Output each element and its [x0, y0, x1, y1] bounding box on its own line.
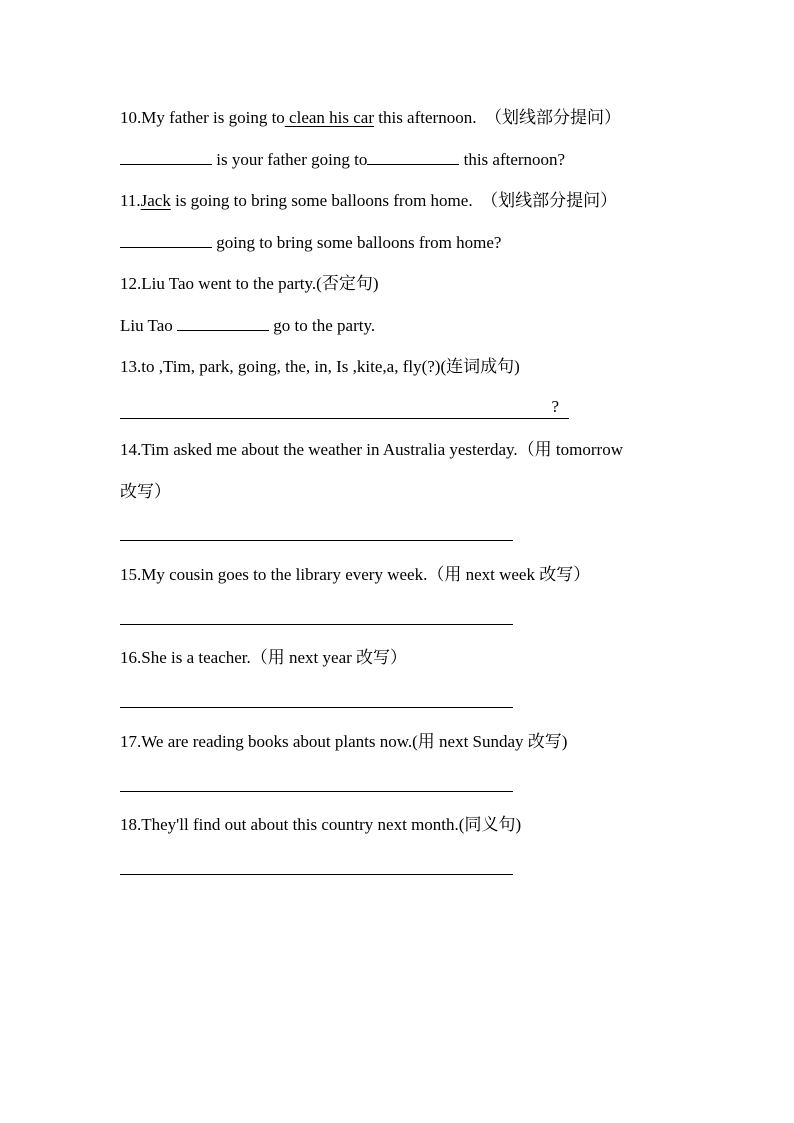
question-15 — [120, 564, 590, 586]
answer-line-13[interactable] — [120, 396, 569, 419]
instruction: （用 next year 改写） — [250, 648, 408, 667]
answer-line-16[interactable] — [120, 707, 513, 708]
question-11 — [120, 190, 617, 212]
answer-12 — [120, 314, 375, 337]
answer-text: go to the party. — [269, 316, 376, 335]
underlined-phrase: clean his car — [284, 108, 374, 127]
question-14-continued — [120, 481, 171, 503]
answer-text: going to bring some balloons from home? — [212, 233, 502, 252]
answer-line-15[interactable] — [120, 624, 513, 625]
question-number: 10. — [120, 108, 142, 127]
word-list: to ,Tim, park, going, the, in, Is ,kite,a, fly(?) — [141, 357, 441, 376]
question-number: 14. — [120, 440, 142, 459]
question-number: 11. — [120, 191, 141, 210]
question-12 — [120, 273, 378, 295]
answer-blank[interactable] — [177, 314, 269, 331]
question-number: 15. — [120, 565, 142, 584]
instruction: (同义句) — [458, 815, 522, 834]
answer-line-18[interactable] — [120, 874, 513, 875]
answer-10 — [120, 148, 565, 171]
answer-blank[interactable] — [120, 148, 212, 165]
question-mark: ? — [551, 397, 559, 416]
answer-text: this afternoon? — [459, 150, 566, 169]
answer-blank[interactable] — [120, 231, 212, 248]
instruction: (否定句) — [316, 274, 379, 293]
question-number: 12. — [120, 274, 142, 293]
question-text: Tim asked me about the weather in Australia yesterday. — [141, 440, 518, 459]
answer-line-17[interactable] — [120, 791, 513, 792]
question-16 — [120, 647, 407, 669]
question-10 — [120, 107, 621, 129]
underlined-phrase: Jack — [140, 191, 171, 210]
answer-11 — [120, 231, 501, 254]
question-17 — [120, 731, 567, 753]
question-text: this afternoon. — [374, 108, 477, 127]
question-14 — [120, 439, 623, 461]
question-number: 17. — [120, 732, 142, 751]
question-text: is going to bring some balloons from home. — [170, 191, 473, 210]
question-text: She is a teacher. — [141, 648, 251, 667]
answer-text: is your father going to — [212, 150, 368, 169]
answer-line-14[interactable] — [120, 540, 513, 541]
instruction: （用 next week 改写） — [427, 565, 591, 584]
question-13 — [120, 356, 520, 378]
question-text: We are reading books about plants now. — [141, 732, 413, 751]
instruction: （划线部分提问） — [481, 191, 618, 210]
instruction: 改写） — [120, 482, 171, 501]
question-number: 13. — [120, 357, 142, 376]
question-text: My cousin goes to the library every week. — [141, 565, 428, 584]
question-number: 18. — [120, 815, 142, 834]
instruction: （划线部分提问） — [484, 108, 621, 127]
instruction: (连词成句) — [440, 357, 520, 376]
instruction: （用 tomorrow — [517, 440, 623, 459]
answer-text: Liu Tao — [120, 316, 178, 335]
question-18 — [120, 814, 521, 836]
instruction: (用 next Sunday 改写) — [412, 732, 568, 751]
question-text: They'll find out about this country next month. — [141, 815, 459, 834]
answer-blank[interactable] — [367, 148, 459, 165]
question-text: My father is going to — [141, 108, 285, 127]
question-text: Liu Tao went to the party. — [141, 274, 317, 293]
question-number: 16. — [120, 648, 142, 667]
